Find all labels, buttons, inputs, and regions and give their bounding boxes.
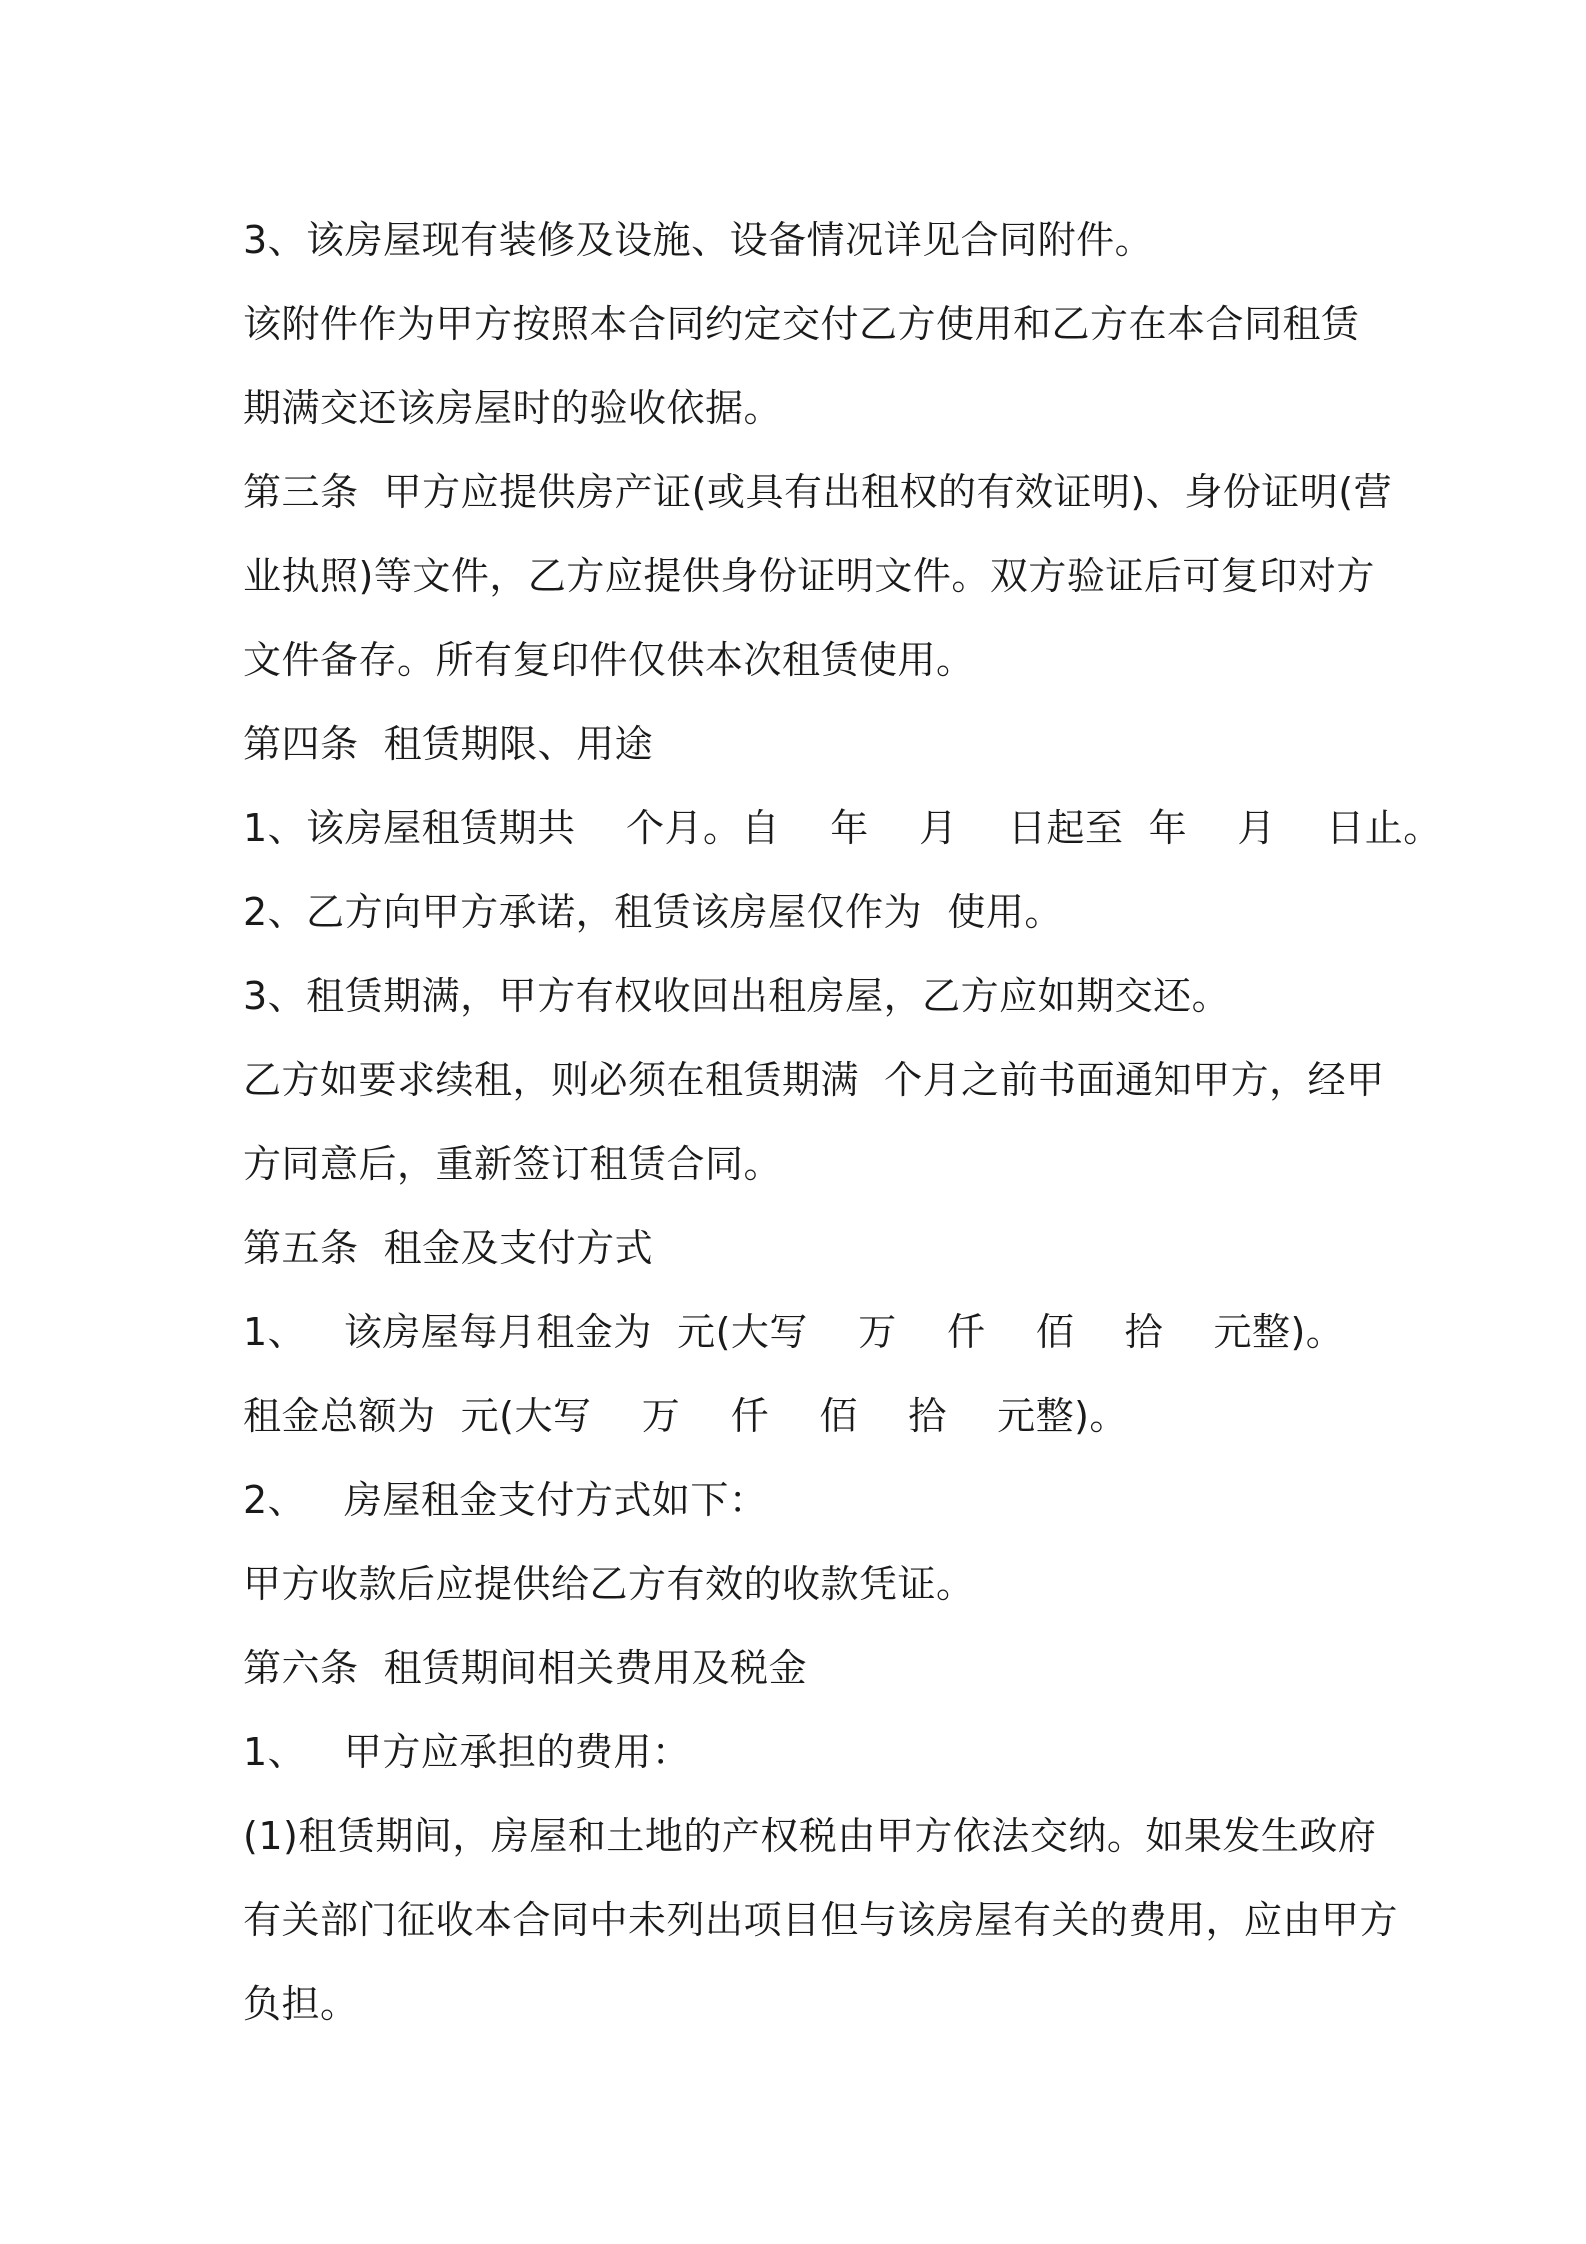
- clause-line: 1、 甲方应承担的费用：: [243, 1730, 691, 1774]
- clause-line: 2、乙方向甲方承诺，租赁该房屋仅作为 使用。: [243, 890, 1063, 934]
- clause-line: 3、该房屋现有装修及设施、设备情况详见合同附件。: [243, 218, 1154, 262]
- clause-line: 2、 房屋租金支付方式如下：: [243, 1478, 768, 1522]
- clause-line: 1、该房屋租赁期共 个月。自 年 月 日起至 年 月 日止。: [243, 806, 1442, 850]
- clause-line: 文件备存。所有复印件仅供本次租赁使用。: [243, 638, 975, 682]
- clause-line: 乙方如要求续租，则必须在租赁期满 个月之前书面通知甲方，经甲: [243, 1058, 1385, 1102]
- article-6-heading: 第六条 租赁期间相关费用及税金: [243, 1646, 808, 1690]
- clause-line: 负担。: [243, 1982, 359, 2026]
- article-4-heading: 第四条 租赁期限、用途: [243, 722, 654, 766]
- article-3-line: 第三条 甲方应提供房产证(或具有出租权的有效证明)、身份证明(营: [243, 470, 1393, 514]
- clause-line: 方同意后，重新签订租赁合同。: [243, 1142, 783, 1186]
- contract-body: [243, 198, 1442, 2046]
- clause-line: 有关部门征收本合同中未列出项目但与该房屋有关的费用，应由甲方: [243, 1898, 1399, 1942]
- article-5-heading: 第五条 租金及支付方式: [243, 1226, 654, 1270]
- clause-line: 期满交还该房屋时的验收依据。: [243, 386, 783, 430]
- clause-line: 租金总额为 元(大写 万 仟 佰 拾 元整)。: [243, 1394, 1128, 1438]
- clause-line: 该附件作为甲方按照本合同约定交付乙方使用和乙方在本合同租赁: [243, 302, 1360, 346]
- clause-line: 业执照)等文件，乙方应提供身份证明文件。双方验证后可复印对方: [243, 554, 1375, 598]
- clause-line: 3、租赁期满，甲方有权收回出租房屋，乙方应如期交还。: [243, 974, 1231, 1018]
- clause-line: 甲方收款后应提供给乙方有效的收款凭证。: [243, 1562, 975, 1606]
- clause-line: 1、 该房屋每月租金为 元(大写 万 仟 佰 拾 元整)。: [243, 1310, 1345, 1354]
- clause-line: (1)租赁期间，房屋和土地的产权税由甲方依法交纳。如果发生政府: [243, 1814, 1377, 1858]
